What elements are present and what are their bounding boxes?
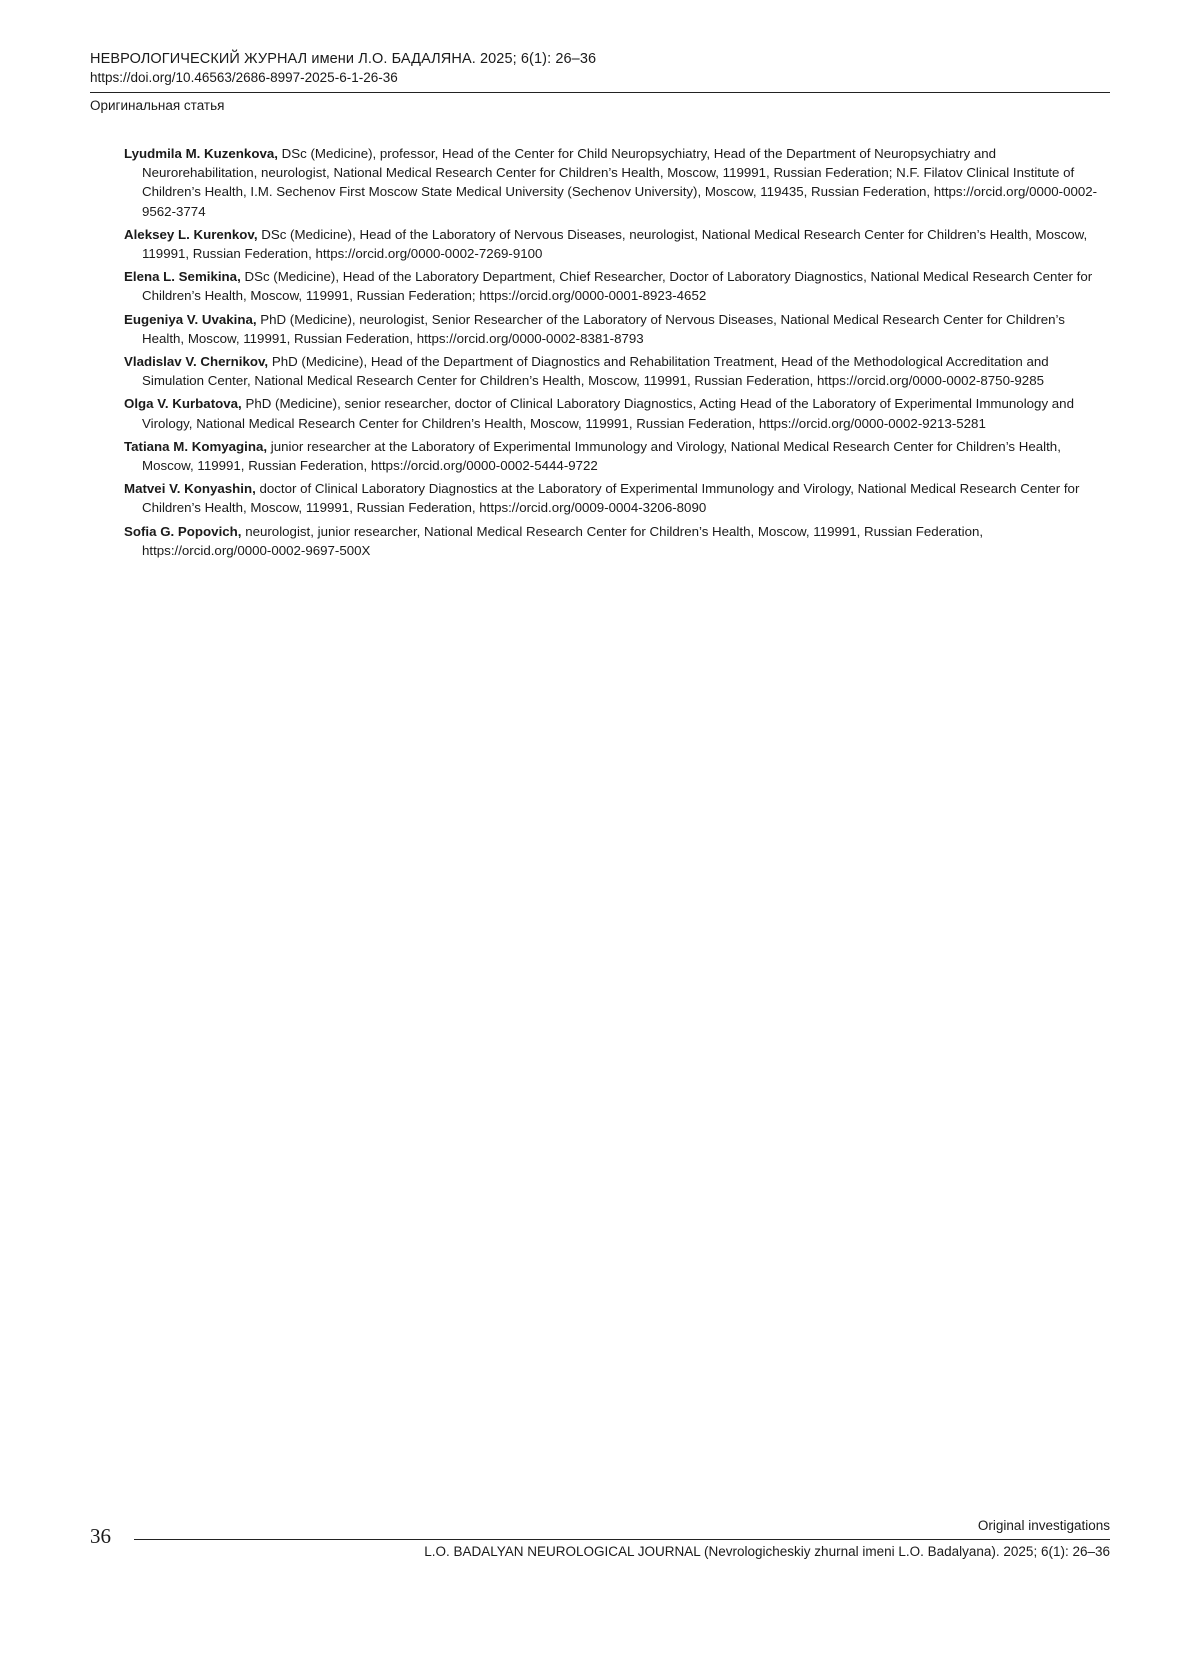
footer-section-label: Original investigations [977, 1518, 1110, 1533]
author-name: Elena L. Semikina, [124, 269, 241, 285]
author-entry-chernikov [124, 352, 1110, 390]
author-name: Matvei V. Konyashin, [124, 481, 256, 497]
page-footer [90, 1518, 1110, 1578]
header-divider [90, 92, 1110, 93]
page-header [90, 50, 1110, 115]
journal-title: НЕВРОЛОГИЧЕСКИЙ ЖУРНАЛ имени Л.О. БАДАЛЯНА. 2025; 6(1): 26–36 [90, 51, 597, 67]
author-entry-kurbatova [124, 394, 1110, 432]
author-entry-uvakina [124, 310, 1110, 348]
author-entry-komyagina [124, 437, 1110, 475]
author-entry-semikina [124, 267, 1110, 305]
footer-divider [134, 1539, 1110, 1540]
author-name: Eugeniya V. Uvakina, [124, 311, 257, 327]
author-entry-popovich [124, 522, 1110, 560]
footer-journal-title: L.O. BADALYAN NEUROLOGICAL JOURNAL (Nevrologicheskiy zhurnal imeni L.O. Badalyana). 2025; 6(1): 26–36 [424, 1544, 1110, 1559]
author-details: junior researcher at the Laboratory of Experimental Immunology and Virology, National Medical Research Center for Children’s Health, Moscow, 119991, Russian Federation, https://orcid.org/0000-0002-5444-9722 [142, 438, 1061, 474]
author-entry-kurenkov [124, 225, 1110, 263]
page-number: 36 [90, 1524, 111, 1548]
author-details: PhD (Medicine), Head of the Department of Diagnostics and Rehabilitation Treatment, Head of the Methodological Accreditation and Simulation Center, National Medical Research Center for Children’s Health, Moscow, 119991, Russian Federation, https://orcid.org/0000-0002-8750-9285 [142, 354, 1049, 389]
author-details: PhD (Medicine), senior researcher, doctor of Clinical Laboratory Diagnostics, Acting Head of the Laboratory of Experimental Immunology and Virology, National Medical Research Center for Children’s Health, Moscow, 119991, Russian Federation, https://orcid.org/0000-0002-9213-5281 [142, 396, 1074, 431]
author-name: Olga V. Kurbatova, [124, 396, 242, 412]
author-details: DSc (Medicine), Head of the Laboratory of Nervous Diseases, neurologist, National Medical Research Center for Children’s Health, Moscow, 119991, Russian Federation, https://orcid.org/0000-0002-7269-9100 [142, 226, 1088, 262]
author-details: doctor of Clinical Laboratory Diagnostics at the Laboratory of Experimental Immunology and Virology, National Medical Research Center for Children’s Health, Moscow, 119991, Russian Federation, https://orcid.org/0009-0004-3206-8090 [142, 481, 1080, 516]
author-list [124, 144, 1110, 564]
author-entry-konyashin [124, 479, 1110, 517]
author-entry-kuzenkova [124, 144, 1110, 221]
author-name: Sofia G. Popovich, [124, 523, 242, 539]
author-details: DSc (Medicine), professor, Head of the Center for Child Neuropsychiatry, Head of the Department of Neuropsychiatry and Neurorehabilitation, neurologist, National Medical Research Center for Children’s Health, Moscow, 119991, Russian Federation; N.F. Filatov Clinical Institute of Children’s Health, I.M. Sechenov First Moscow State Medical University (Sechenov University), Moscow, 119435, Russian Federation, https://orcid.org/0000-0002-9562-3774 [142, 146, 1098, 219]
section-label: Оригинальная статья [90, 98, 225, 113]
author-details: PhD (Medicine), neurologist, Senior Researcher of the Laboratory of Nervous Diseases, National Medical Research Center for Children’s Health, Moscow, 119991, Russian Federation, https://orcid.org/0000-0002-8381-8793 [142, 311, 1065, 346]
author-name: Lyudmila M. Kuzenkova, [124, 146, 278, 161]
doi-link[interactable]: https://doi.org/10.46563/2686-8997-2025-6-1-26-36 [90, 70, 398, 85]
author-name: Vladislav V. Chernikov, [124, 354, 269, 370]
author-details: neurologist, junior researcher, National Medical Research Center for Children’s Health, Moscow, 119991, Russian Federation, https://orcid.org/0000-0002-9697-500X [142, 523, 984, 558]
author-name: Aleksey L. Kurenkov, [124, 226, 258, 242]
author-name: Tatiana M. Komyagina, [124, 438, 268, 454]
author-details: DSc (Medicine), Head of the Laboratory Department, Chief Researcher, Doctor of Laboratory Diagnostics, National Medical Research Center for Children’s Health, Moscow, 119991, Russian Federation; https://orcid.org/0000-0001-8923-4652 [142, 269, 1093, 304]
